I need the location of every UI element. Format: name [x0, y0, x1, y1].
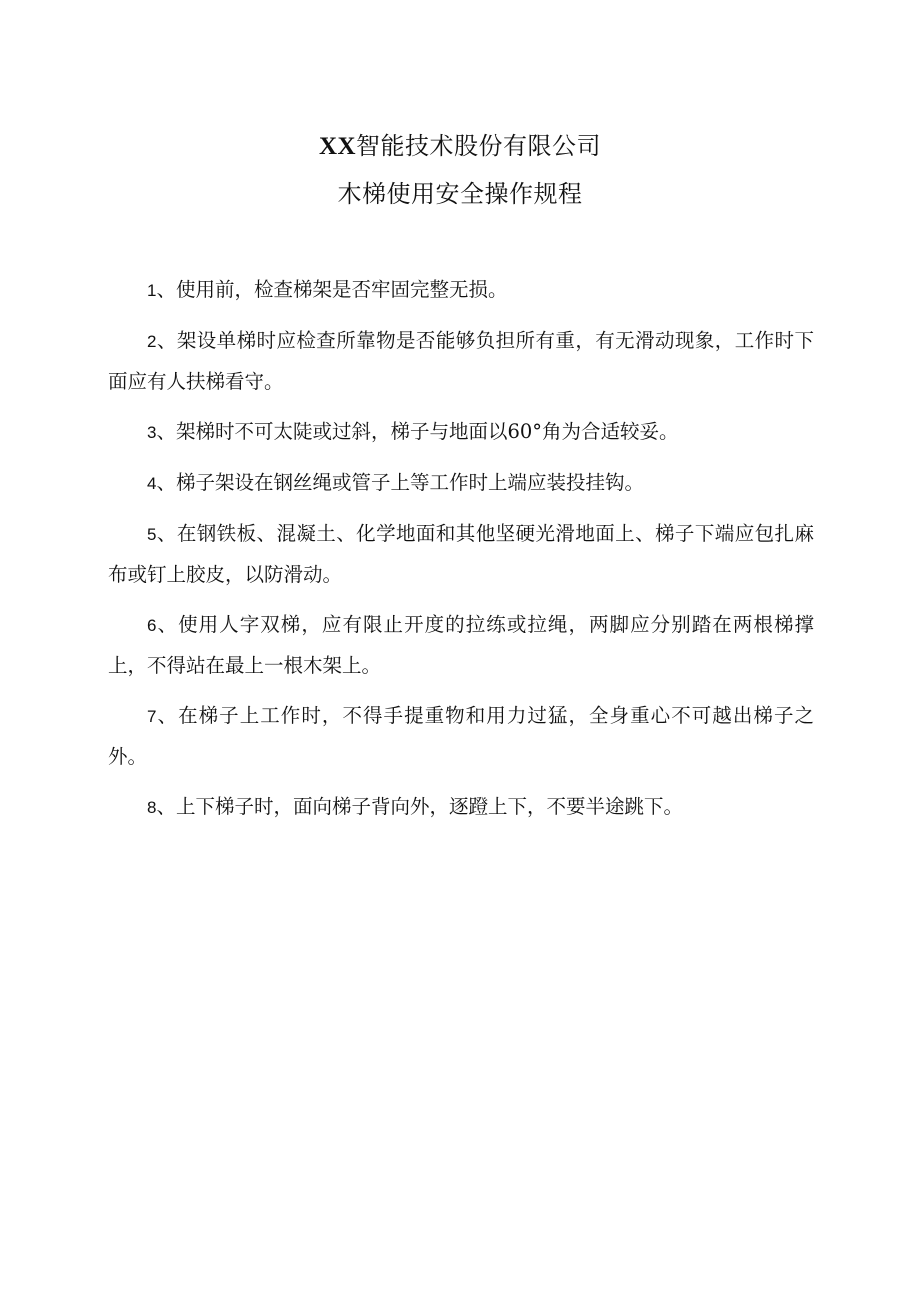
rule-text: 、上下梯子时，面向梯子背向外，逐蹬上下，不要半途跳下。 — [156, 795, 683, 818]
rule-number: 2 — [147, 332, 157, 351]
rule-text: 、架设单梯时应检查所靠物是否能够负担所有重，有无滑动现象，工作时下面应有人扶梯看守。 — [108, 329, 814, 393]
rule-item — [108, 270, 814, 311]
rule-text: 、使用人字双梯，应有限止开度的拉练或拉绳，两脚应分别踏在两根梯撑上，不得站在最上一根木架上。 — [108, 613, 814, 677]
rule-item — [108, 514, 814, 595]
rule-item — [108, 605, 814, 686]
rule-item — [108, 463, 814, 504]
rule-text: 、在钢铁板、混凝土、化学地面和其他坚硬光滑地面上、梯子下端应包扎麻布或钉上胶皮，以防滑动。 — [108, 522, 814, 586]
rule-text: 、梯子架设在钢丝绳或管子上等工作时上端应装投挂钩。 — [156, 471, 644, 494]
rule-number: 6 — [147, 616, 157, 635]
rule-text: 、使用前，检查梯架是否牢固完整无损。 — [156, 278, 508, 301]
rule-item — [108, 321, 814, 402]
rule-number: 5 — [147, 525, 157, 544]
rule-text: 、架梯时不可太陡或过斜，梯子与地面以60°角为合适较妥。 — [156, 420, 679, 443]
rule-number: 4 — [147, 474, 157, 493]
rules-list — [108, 270, 814, 838]
rule-item — [108, 696, 814, 777]
rule-item — [108, 787, 814, 828]
rule-number: 7 — [147, 707, 157, 726]
rule-number: 1 — [147, 281, 157, 300]
rule-item — [108, 412, 814, 453]
rule-text: 、在梯子上工作时，不得手提重物和用力过猛，全身重心不可越出梯子之外。 — [108, 704, 814, 768]
rule-number: 3 — [147, 423, 157, 442]
company-title — [0, 128, 920, 165]
company-name: 智能技术股份有限公司 — [356, 132, 602, 160]
document-title: 木梯使用安全操作规程 — [337, 180, 583, 208]
company-prefix: XX — [318, 133, 357, 160]
rule-number: 8 — [147, 798, 157, 817]
